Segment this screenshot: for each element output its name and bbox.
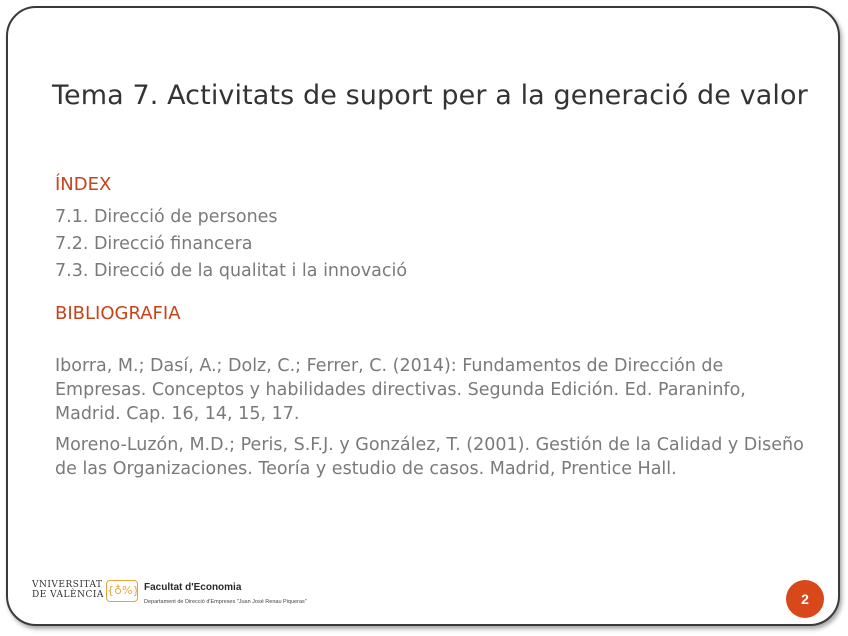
university-name-line: VNIVERSITAT xyxy=(32,580,103,590)
faculty-logo xyxy=(32,578,372,614)
reference-item: Iborra, M.; Dasí, A.; Dolz, C.; Ferrer, C. (2014): Fundamentos de Dirección de Empresas. Conceptos y habilidades directivas. Segunda Edición. Ed. Paraninfo, Madrid. Cap. 16, 14, 15, 17. xyxy=(55,356,746,424)
index-list xyxy=(55,204,407,285)
slide-title: Tema 7. Activitats de suport per a la generació de valor xyxy=(52,80,808,111)
index-item: 7.1. Direcció de persones xyxy=(55,207,278,227)
university-name-line: DE VALÈNCIA xyxy=(32,590,104,600)
slide-frame xyxy=(6,6,840,626)
faculty-emblem-icon: {♁%} xyxy=(106,580,138,602)
index-item: 7.3. Direcció de la qualitat i la innovació xyxy=(55,261,408,281)
page-number-badge: 2 xyxy=(786,580,824,618)
faculty-name: Facultat d'Economia xyxy=(144,582,242,593)
university-logo xyxy=(32,580,104,600)
department-name: Departament de Direcció d'Empreses "Juan José Renau Piqueras" xyxy=(144,599,307,605)
index-heading: ÍNDEX xyxy=(55,174,112,195)
index-item: 7.2. Direcció financera xyxy=(55,234,253,254)
reference-item: Moreno-Luzón, M.D.; Peris, S.F.J. y González, T. (2001). Gestión de la Calidad y Diseño de las Organizaciones. Teoría y estudio de casos. Madrid, Prentice Hall. xyxy=(55,435,804,479)
bibliography-heading: BIBLIOGRAFIA xyxy=(55,303,181,324)
